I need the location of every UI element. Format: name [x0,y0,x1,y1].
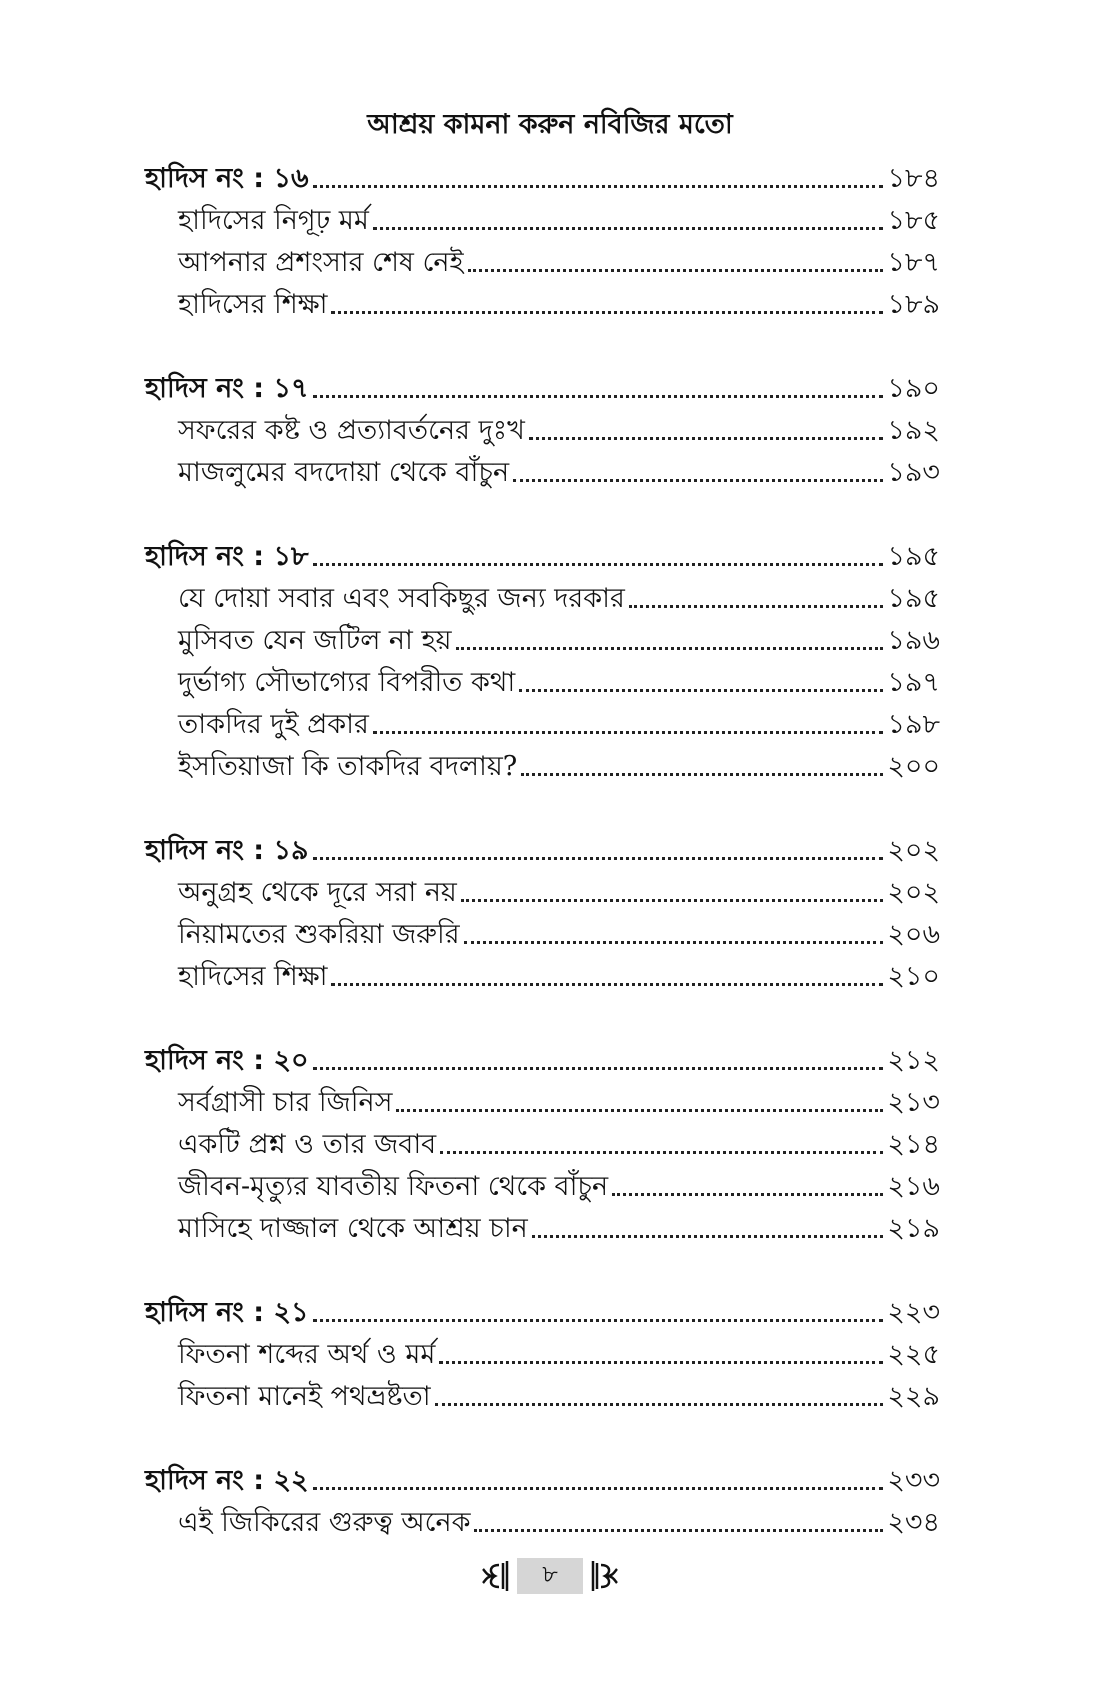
toc-heading-row [0,1040,940,1082]
toc-entry-label: সর্বগ্রাসী চার জিনিস [178,1087,393,1118]
page-title: আশ্রয় কামনা করুন নবিজির মতো [367,109,733,140]
toc-entry-label: হাদিস নং : ২১ [145,1297,309,1328]
toc-entry-page: ১৮৭ [887,247,940,278]
toc-entry-page: ১৯২ [887,415,940,446]
toc-item-row [0,620,940,662]
toc-entry-page: ২২৯ [887,1381,940,1412]
toc-entry-page: ২১৩ [887,1087,940,1118]
toc-entry-label: হাদিসের নিগূঢ় মর্ম [178,205,369,236]
toc-section [0,1292,1100,1418]
toc-item-row [0,578,940,620]
toc-entry-label: যে দোয়া সবার এবং সবকিছুর জন্য দরকার [178,583,625,614]
dot-leader [435,1403,884,1406]
toc-entry-page: ২২৫ [887,1339,940,1370]
dot-leader [529,437,884,440]
toc-entry-label: দুর্ভাগ্য সৌভাগ্যের বিপরীত কথা [178,667,516,698]
toc-entry-label: হাদিস নং : ১৯ [145,835,309,866]
toc-item-row [0,242,940,284]
toc-section [0,158,1100,326]
toc-item-row [0,1502,940,1544]
dot-leader [532,1235,884,1238]
dot-leader [331,983,883,986]
toc-entry-label: মাজলুমের বদদোয়া থেকে বাঁচুন [178,457,510,488]
toc-item-row [0,1376,940,1418]
dot-leader [474,1529,883,1532]
toc-section [0,830,1100,998]
toc-item-row [0,410,940,452]
toc-entry-page: ১৮৫ [887,205,940,236]
dot-leader [456,647,884,650]
toc-entry-label: এই জিকিরের গুরুত্ব অনেক [178,1507,471,1538]
toc-entry-label: জীবন-মৃত্যুর যাবতীয় ফিতনা থেকে বাঁচুন [178,1171,609,1202]
left-ornament-icon [481,1559,511,1593]
dot-leader [313,1067,884,1070]
toc-section [0,368,1100,494]
dot-leader [439,1361,883,1364]
toc-entry-page: ১৯৬ [887,625,940,656]
toc-entry-page: ২১৪ [887,1129,940,1160]
toc-entry-label: হাদিস নং : ১৭ [145,373,309,404]
toc-entry-page: ১৯৩ [887,457,940,488]
dot-leader [373,731,884,734]
toc-heading-row [0,368,940,410]
dot-leader [612,1193,883,1196]
toc-entry-label: ফিতনা শব্দের অর্থ ও মর্ম [178,1339,436,1370]
toc-entry-page: ২৩৪ [887,1507,940,1538]
toc-heading-row [0,830,940,872]
toc-item-row [0,284,940,326]
dot-leader [313,1487,884,1490]
toc-entry-page: ২৩৩ [887,1465,940,1496]
toc-item-row [0,200,940,242]
dot-leader [313,857,884,860]
toc-item-row [0,1166,940,1208]
toc-entry-page: ২০৬ [887,919,940,950]
dot-leader [313,563,884,566]
dot-leader [396,1109,883,1112]
toc-entry-page: ২১৬ [887,1171,940,1202]
toc-item-row [0,452,940,494]
dot-leader [313,1319,884,1322]
toc-entry-page: ১৯৫ [887,541,940,572]
dot-leader [519,689,883,692]
toc-entry-label: হাদিসের শিক্ষা [178,289,328,320]
toc-entry-page: ২০০ [887,751,940,782]
toc-entry-label: সফরের কষ্ট ও প্রত্যাবর্তনের দুঃখ [178,415,525,446]
dot-leader [313,185,884,188]
toc-entry-label: হাদিস নং : ২২ [145,1465,309,1496]
dot-leader [513,479,883,482]
toc-entry-page: ২০২ [887,835,940,866]
toc-entry-label: হাদিস নং : ২০ [145,1045,309,1076]
dot-leader [313,395,884,398]
toc-entry-label: ইসতিয়াজা কি তাকদির বদলায়? [178,751,518,782]
toc-entry-page: ২২৩ [887,1297,940,1328]
toc-entry-page: ১৮৯ [887,289,940,320]
page-footer [0,1558,1100,1594]
toc-item-row [0,1124,940,1166]
toc-heading-row [0,1292,940,1334]
toc-entry-page: ১৯০ [887,373,940,404]
toc-entry-label: মাসিহে দাজ্জাল থেকে আশ্রয় চান [178,1213,528,1244]
toc-entry-page: ১৯৭ [887,667,940,698]
dot-leader [468,269,884,272]
toc-item-row [0,1334,940,1376]
toc-heading-row [0,536,940,578]
toc-item-row [0,1208,940,1250]
toc-entry-page: ২১২ [887,1045,940,1076]
toc-entry-label: ফিতনা মানেই পথভ্রষ্টতা [178,1381,431,1412]
toc-section [0,536,1100,788]
toc-entry-page: ১৮৪ [887,163,940,194]
page-number: ৮ [517,1558,583,1594]
toc-entry-label: অনুগ্রহ থেকে দূরে সরা নয় [178,877,457,908]
toc-entry-label: আপনার প্রশংসার শেষ নেই [178,247,464,278]
toc-entry-label: হাদিসের শিক্ষা [178,961,328,992]
dot-leader [521,773,883,776]
toc-item-row [0,746,940,788]
toc-entry-label: হাদিস নং : ১৬ [145,163,309,194]
toc-entry-page: ২০২ [887,877,940,908]
toc-item-row [0,872,940,914]
dot-leader [629,605,884,608]
dot-leader [461,899,883,902]
dot-leader [464,941,884,944]
right-ornament-icon [589,1559,619,1593]
toc-entry-page: ১৯৮ [887,709,940,740]
toc-item-row [0,956,940,998]
toc-heading-row [0,1460,940,1502]
toc-item-row [0,914,940,956]
dot-leader [373,227,884,230]
dot-leader [440,1151,883,1154]
toc-entry-label: হাদিস নং : ১৮ [145,541,309,572]
toc-entry-label: তাকদির দুই প্রকার [178,709,369,740]
toc-item-row [0,1082,940,1124]
toc-section [0,1040,1100,1250]
dot-leader [331,311,883,314]
toc-heading-row [0,158,940,200]
table-of-contents [0,158,1100,1586]
toc-entry-label: একটি প্রশ্ন ও তার জবাব [178,1129,437,1160]
toc-entry-label: মুসিবত যেন জটিল না হয় [178,625,452,656]
toc-item-row [0,662,940,704]
toc-entry-page: ২১৯ [887,1213,940,1244]
toc-entry-label: নিয়ামতের শুকরিয়া জরুরি [178,919,460,950]
toc-entry-page: ১৯৫ [887,583,940,614]
toc-entry-page: ২১০ [887,961,940,992]
toc-section [0,1460,1100,1544]
toc-item-row [0,704,940,746]
